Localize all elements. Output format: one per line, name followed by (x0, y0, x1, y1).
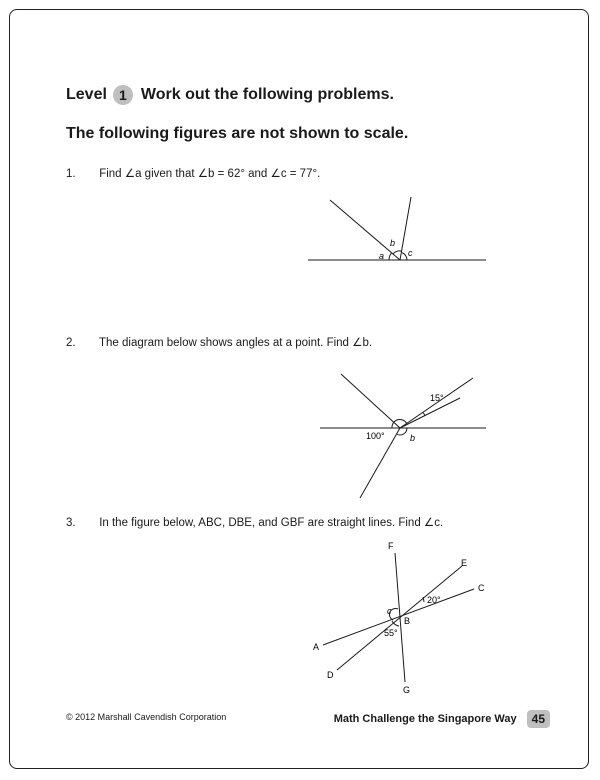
page-number-badge: 45 (527, 710, 550, 728)
fig3-label-D: D (327, 670, 334, 680)
page-border (9, 9, 589, 769)
fig2-label-100: 100° (366, 431, 385, 441)
subheading: The following figures are not shown to scale. (66, 125, 409, 142)
problem-2-number: 2. (66, 337, 76, 349)
footer-book-title: Math Challenge the Singapore Way (333, 713, 517, 725)
level-heading (66, 85, 394, 105)
fig1-label-a: a (379, 251, 385, 261)
level-title: Work out the following problems. (140, 86, 394, 103)
problem-1 (66, 166, 320, 180)
fig1-label-b: b (390, 238, 396, 248)
fig2-label-b: b (410, 433, 416, 443)
fig3-label-C: C (478, 583, 485, 593)
problem-3 (66, 515, 443, 529)
level-word: Level (66, 86, 107, 103)
fig3-label-A: A (313, 642, 320, 652)
problem-1-text: Find ∠a given that ∠b = 62° and ∠c = 77°. (99, 168, 321, 180)
footer-book (334, 710, 550, 728)
fig3-label-B: B (404, 616, 411, 626)
fig2-label-15: 15° (430, 393, 444, 403)
fig3-label-55: 55° (384, 628, 398, 638)
level-number-badge: 1 (113, 85, 133, 105)
problem-2-text: The diagram below shows angles at a point. Find ∠b. (99, 337, 373, 349)
fig1-label-c: c (408, 248, 413, 258)
problem-1-number: 1. (66, 168, 76, 180)
fig3-label-20: 20° (427, 595, 441, 605)
problem-2 (66, 335, 372, 349)
fig3-label-F: F (388, 541, 394, 551)
fig3-label-c: c (387, 606, 392, 616)
fig3-label-G: G (403, 685, 411, 695)
problem-3-text: In the figure below, ABC, DBE, and GBF are straight lines. Find ∠c. (99, 517, 444, 529)
problem-3-number: 3. (66, 517, 76, 529)
footer-copyright: © 2012 Marshall Cavendish Corporation (66, 712, 227, 722)
fig3-label-E: E (461, 558, 468, 568)
